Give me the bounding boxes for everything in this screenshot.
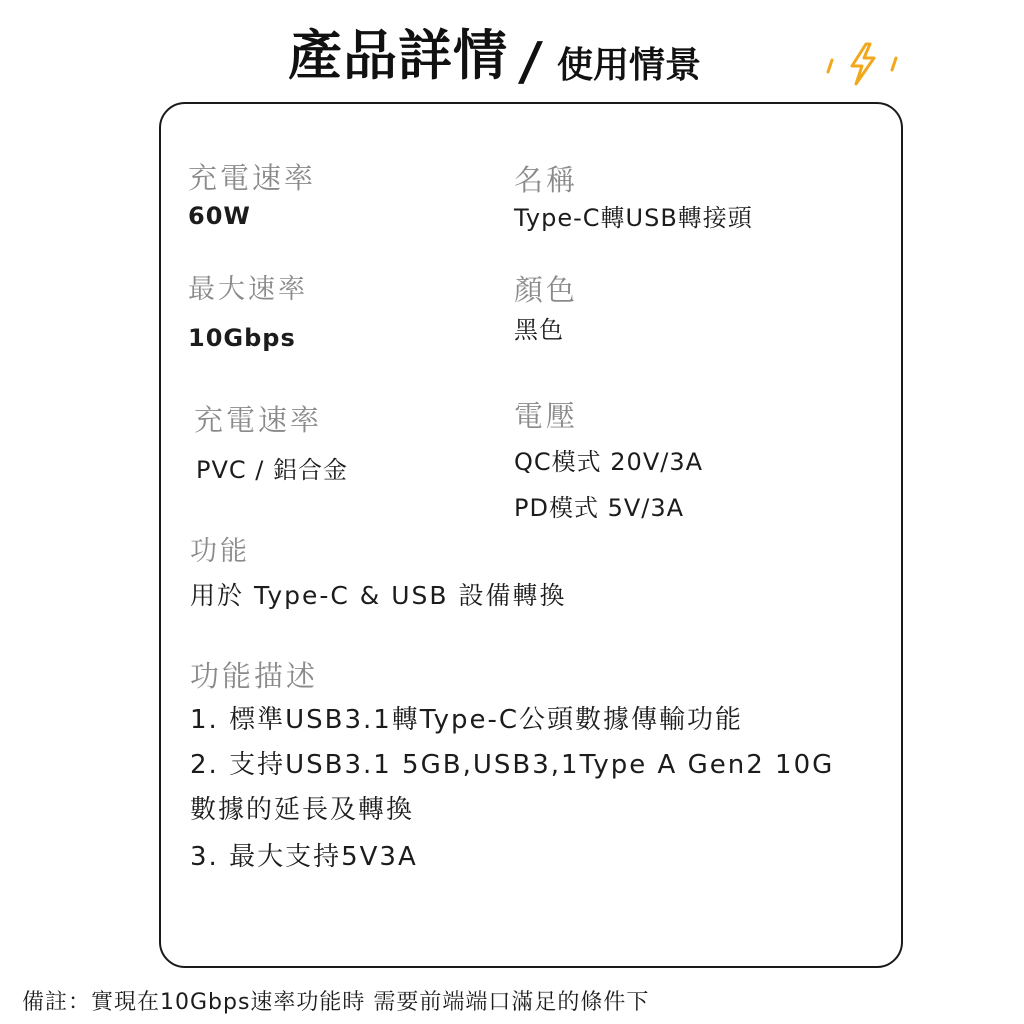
spec-value-color: 黑色: [514, 316, 564, 344]
spec-label-charging-rate: 充電速率: [188, 161, 317, 195]
spec-label-material: 充電速率: [194, 403, 323, 437]
description-line: 2. 支持USB3.1 5GB,USB3,1Type A Gen2 10G: [190, 750, 835, 780]
spec-label-max-rate: 最大速率: [188, 274, 308, 305]
page-subtitle: 使用情景: [557, 45, 702, 86]
title-separator: /: [516, 32, 545, 92]
description-line: 數據的延長及轉換: [190, 795, 415, 825]
spec-value-charging-rate: 60W: [188, 202, 251, 230]
spec-label-name: 名稱: [514, 163, 579, 197]
spec-value-voltage-pd: PD模式 5V/3A: [514, 494, 685, 522]
spec-value-material: PVC / 鋁合金: [196, 456, 348, 484]
page-title: 產品詳情: [288, 24, 508, 87]
lightning-bolt-icon: [822, 38, 902, 88]
spec-value-voltage-qc: QC模式 20V/3A: [514, 448, 704, 476]
description-line: 3. 最大支持5V3A: [190, 842, 418, 872]
spec-value-max-rate: 10Gbps: [188, 324, 296, 352]
spec-label-voltage: 電壓: [514, 399, 579, 433]
spec-label-color: 顏色: [514, 273, 579, 307]
page-header: [0, 22, 1024, 92]
description-line: 1. 標準USB3.1轉Type-C公頭數據傳輸功能: [190, 705, 744, 735]
description-label: 功能描述: [190, 659, 319, 693]
spec-label-function: 功能: [190, 536, 250, 567]
footnote: 備註：實現在10Gbps速率功能時 需要前端端口滿足的條件下: [22, 990, 650, 1015]
spec-value-function: 用於 Type-C & USB 設備轉換: [190, 581, 567, 610]
spec-value-name: Type-C轉USB轉接頭: [514, 204, 753, 232]
